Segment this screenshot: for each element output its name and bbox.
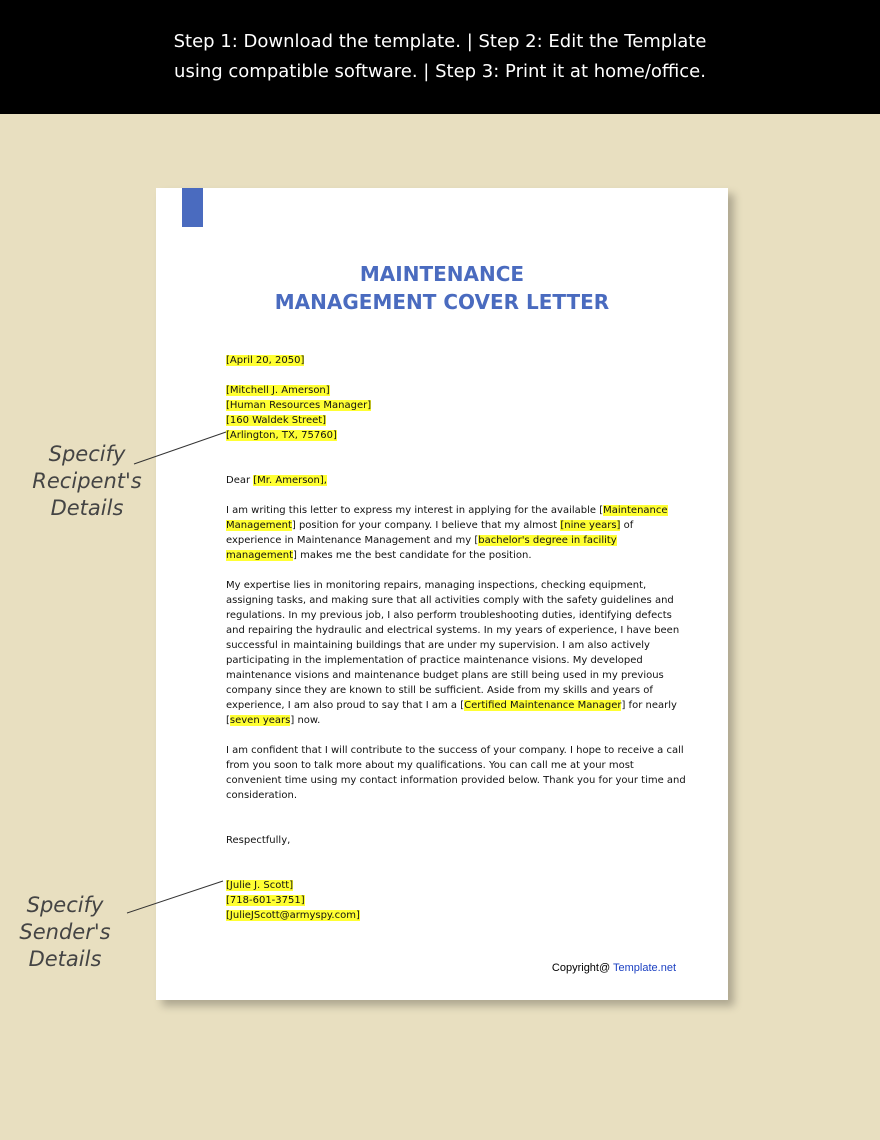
letter-date: [April 20, 2050] — [226, 355, 305, 366]
sender-details-annotation: Specify Sender's Details — [19, 893, 111, 971]
closing: Respectfully, — [226, 835, 291, 846]
recipient-name: [Mitchell J. Amerson] — [226, 385, 330, 396]
sender-email: [JulieJScott@armyspy.com] — [226, 910, 360, 921]
recipient-street: [160 Waldek Street] — [226, 415, 327, 426]
sender-phone: [718-601-3751] — [226, 895, 305, 906]
paragraph-2: My expertise lies in monitoring repairs, managing inspections, checking equipment, assigning tasks, and making sure that all activities comply with the safety guidelines and regulations. In my previous job, I also perform troubleshooting duties, identifying defects and repairing the hydraulic and electrical systems. In my years of experience, I have been successful in maintaining buildings that are under my supervision. I am also actively participating in the implementation of practice maintenance visions. My developed maintenance visions and maintenance budget plans are still being used in my previous company since they are known to still be sufficient. Aside from my skills and years of experience, I am also proud to say that I am a [Certified Maintenance Manager] for nearly [seven years] now. — [226, 580, 680, 726]
banner-line-1: Step 1: Download the template. | Step 2: Edit the Template — [173, 31, 707, 52]
sender-name: [Julie J. Scott] — [226, 880, 294, 891]
copyright-brand: Template.net — [613, 962, 676, 974]
salutation-name: [Mr. Amerson], — [253, 475, 327, 486]
salutation: Dear [Mr. Amerson], — [226, 475, 327, 486]
paragraph-3: I am confident that I will contribute to the success of your company. I hope to receive a call from you soon to talk more about my qualifications. You can call me at your most convenient time using my contact information provided below. Thank you for your time and consideration. — [226, 745, 686, 801]
document-title-line-1: MAINTENANCE — [359, 262, 525, 286]
recipient-details-annotation: Specify Recipent's Details — [32, 442, 142, 520]
recipient-title: [Human Resources Manager] — [226, 400, 372, 411]
banner-line-2: using compatible software. | Step 3: Print it at home/office. — [174, 61, 706, 82]
recipient-city: [Arlington, TX, 75760] — [226, 430, 337, 441]
paragraph-1: I am writing this letter to express my interest in applying for the available [Maintenance Management] position for your company. I believe that my almost [nine years] of experience in Maintenance Management and my [bachelor's degree in facility management] makes me the best candidate for the position. — [226, 505, 668, 561]
sender-pointer-line — [127, 881, 223, 913]
document-title-line-2: MANAGEMENT COVER LETTER — [274, 290, 610, 314]
copyright-notice: Copyright@ Template.net — [551, 962, 676, 974]
